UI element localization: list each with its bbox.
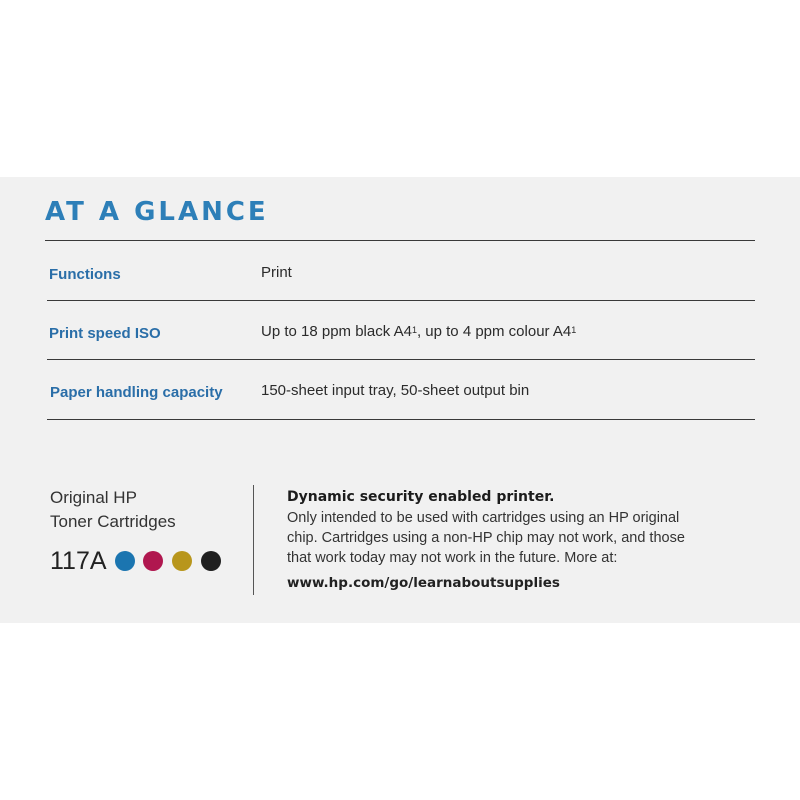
cartridge-line-2: Toner Cartridges xyxy=(50,512,176,531)
print-speed-black: Up to 18 ppm black A4 xyxy=(261,323,412,340)
spec-label-print-speed: Print speed ISO xyxy=(49,325,161,342)
vertical-divider xyxy=(253,485,254,595)
footnote-marker: 1 xyxy=(411,325,417,335)
row-divider xyxy=(47,300,755,301)
yellow-cartridge-dot xyxy=(172,551,192,571)
row-divider xyxy=(47,359,755,360)
spec-label-functions: Functions xyxy=(49,266,121,283)
spec-value-paper-handling: 150-sheet input tray, 50-sheet output bin xyxy=(261,382,530,399)
print-speed-colour: , up to 4 ppm colour A4 xyxy=(416,323,572,340)
cartridge-model: 117A xyxy=(50,547,107,575)
section-title: AT A GLANCE xyxy=(45,197,269,227)
cyan-cartridge-dot xyxy=(115,551,135,571)
magenta-cartridge-dot xyxy=(143,551,163,571)
row-divider xyxy=(47,419,755,420)
security-text-line-2: chip. Cartridges using a non-HP chip may not work, and those xyxy=(287,530,685,546)
supplies-link[interactable]: www.hp.com/go/learnaboutsupplies xyxy=(287,575,560,591)
spec-label-paper-handling: Paper handling capacity xyxy=(50,384,223,401)
security-heading: Dynamic security enabled printer. xyxy=(287,489,555,505)
security-text-line-3: that work today may not work in the future. More at: xyxy=(287,550,618,566)
spec-value-functions: Print xyxy=(261,264,292,281)
black-cartridge-dot xyxy=(201,551,221,571)
title-divider xyxy=(45,240,755,241)
cartridge-line-1: Original HP xyxy=(50,488,137,507)
spec-value-print-speed xyxy=(261,322,576,342)
security-text-line-1: Only intended to be used with cartridges using an HP original xyxy=(287,510,680,526)
footnote-marker: 1 xyxy=(571,325,577,335)
